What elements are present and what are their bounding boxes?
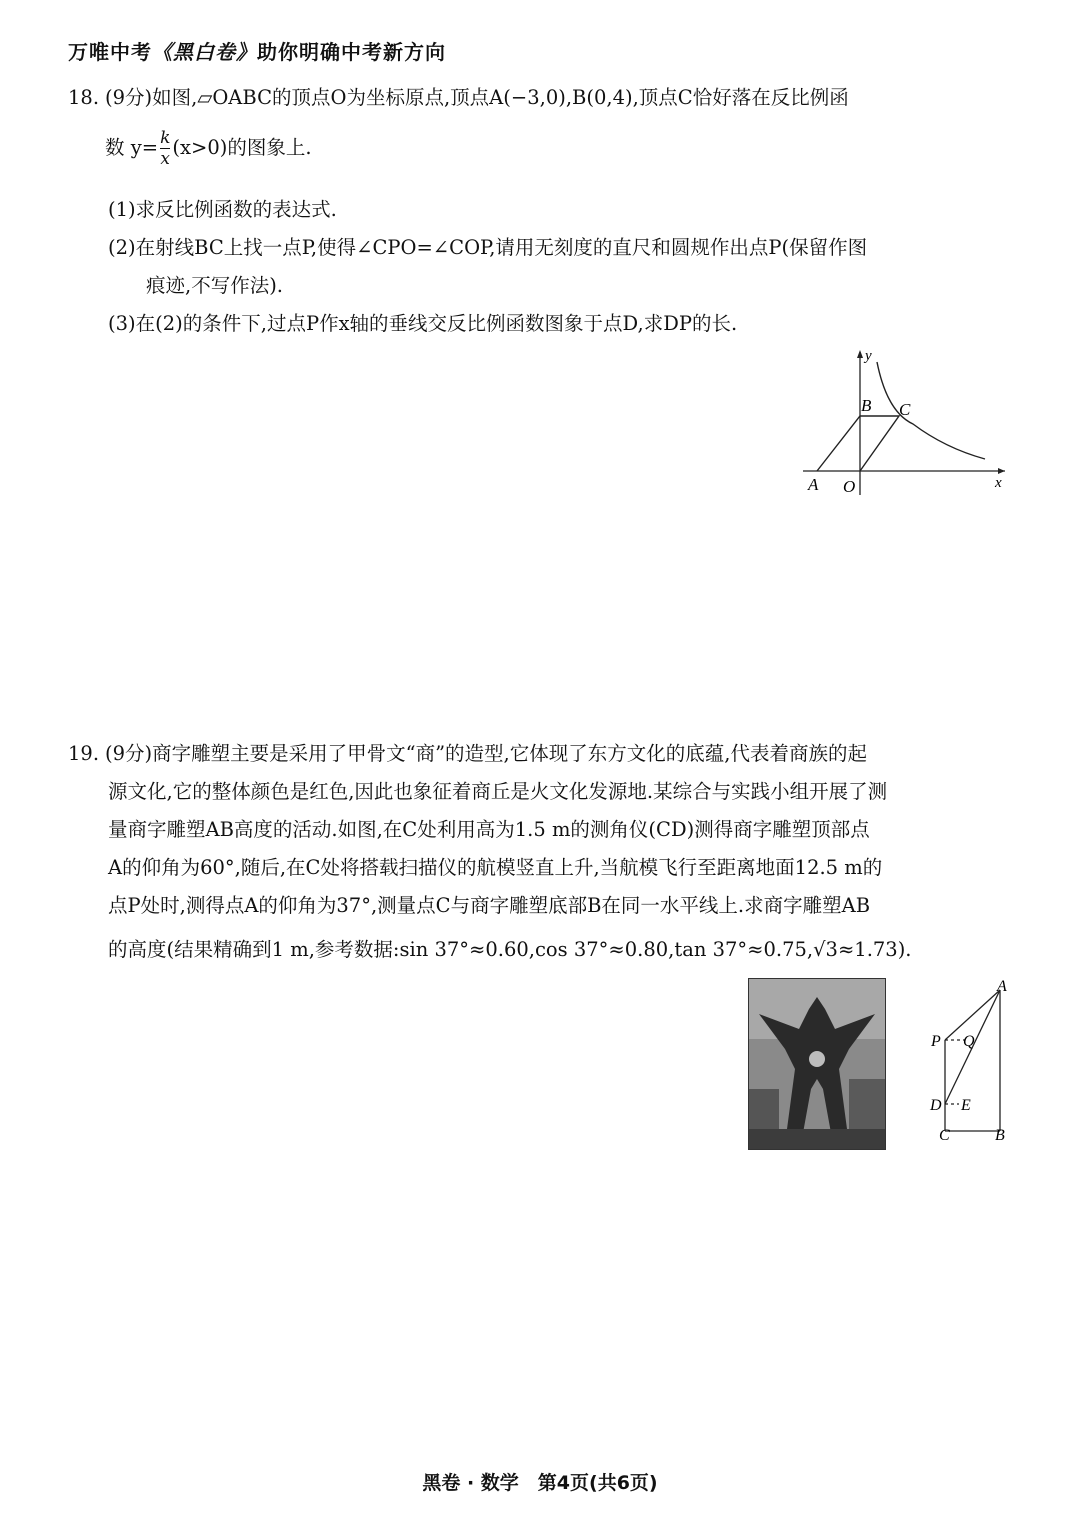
sculpture-photo-drawing	[749, 979, 885, 1149]
label-y: y	[865, 348, 872, 364]
sculpture-photo	[748, 978, 886, 1150]
q18-number: 18.	[68, 86, 100, 109]
label-D: D	[930, 1097, 942, 1114]
q19-line5: 点P处时,测得点A的仰角为37°,测量点C与商字雕塑底部B在同一水平线上.求商字雕塑AB	[108, 894, 871, 917]
q19-line4: A的仰角为60°,随后,在C处将搭载扫描仪的航模竖直上升,当航模飞行至距离地面12.5 m的	[108, 856, 883, 879]
label-P: P	[931, 1033, 941, 1050]
label-B: B	[861, 396, 872, 415]
q18-part2-line1: (2)在射线BC上找一点P,使得∠CPO=∠COP,请用无刻度的直尺和圆规作出点P(保留作图	[108, 236, 868, 259]
q18-coordinate-figure	[795, 340, 1015, 500]
label-C: C	[899, 400, 911, 419]
q18-stem-line1: (9分)如图,▱OABC的顶点O为坐标原点,顶点A(−3,0),B(0,4),顶点C恰好落在反比例函	[105, 86, 849, 109]
q18-part1: (1)求反比例函数的表达式.	[108, 198, 337, 221]
q19-line6: 的高度(结果精确到1 m,参考数据:sin 37°≈0.60,cos 37°≈0.80,tan 37°≈0.75,√3≈1.73).	[108, 938, 912, 961]
q19-measurement-figure	[925, 978, 1020, 1143]
parallelogram-oabc	[817, 416, 899, 471]
label-Q: Q	[963, 1033, 975, 1050]
hyperbola-curve	[877, 362, 985, 459]
label-A: A	[997, 978, 1007, 995]
y-axis-arrow	[857, 350, 863, 358]
label-C: C	[939, 1127, 950, 1143]
label-x: x	[995, 475, 1002, 491]
fraction-k-over-x: $\frac{k}{x}$	[160, 128, 171, 169]
page-footer: 黑卷 · 数学 第4页(共6页)	[422, 1472, 658, 1494]
q18-part3: (3)在(2)的条件下,过点P作x轴的垂线交反比例函数图象于点D,求DP的长.	[108, 312, 738, 335]
page-header: 万唯中考《黑白卷》助你明确中考新方向	[68, 40, 446, 64]
q18-stem-line2: 数 y= $\frac{k}{x}$ (x>0)的图象上.	[105, 128, 312, 169]
q19-line1: (9分)商字雕塑主要是采用了甲骨文“商”的造型,它体现了东方文化的底蕴,代表着商族的起	[105, 742, 867, 765]
label-A: A	[808, 475, 819, 494]
q18-part2-line2: 痕迹,不写作法).	[146, 274, 284, 297]
label-B: B	[995, 1127, 1005, 1143]
q19-number: 19.	[68, 742, 100, 765]
label-O: O	[843, 477, 856, 496]
q19-line2: 源文化,它的整体颜色是红色,因此也象征着商丘是火文化发源地.某综合与实践小组开展了测	[108, 780, 888, 803]
x-axis-arrow	[998, 468, 1005, 474]
q19-line3: 量商字雕塑AB高度的活动.如图,在C处利用高为1.5 m的测角仪(CD)测得商字雕塑顶部点	[108, 818, 870, 841]
label-E: E	[961, 1097, 971, 1114]
